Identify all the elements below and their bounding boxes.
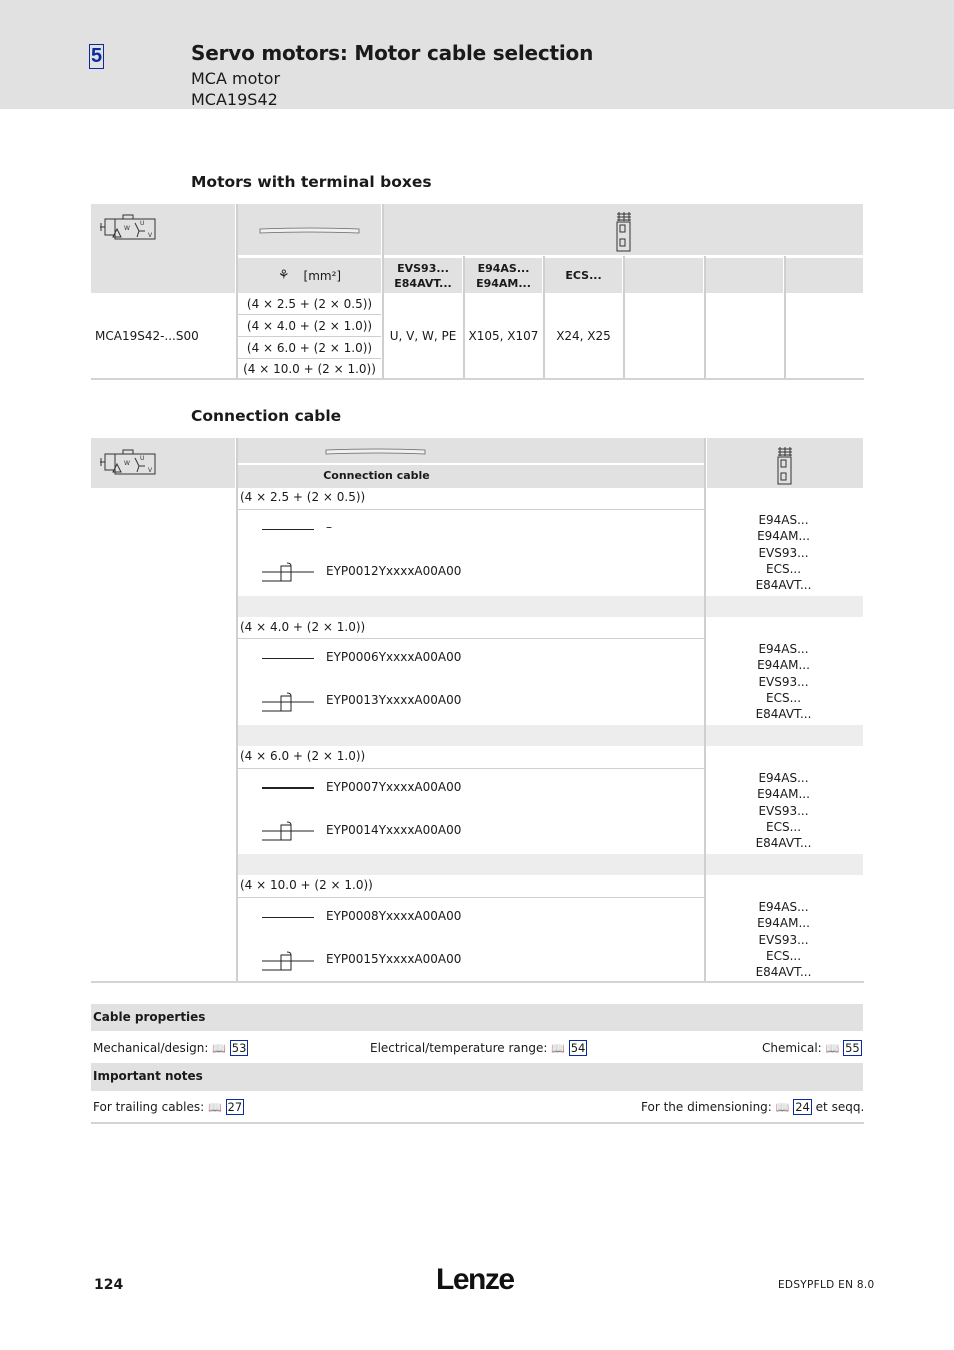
col-e94as-header: E94AS... E94AM... bbox=[476, 261, 531, 290]
cross-section-row: (4 × 6.0 + (2 × 1.0)) bbox=[246, 340, 373, 355]
svg-text:W: W bbox=[124, 460, 130, 467]
col-ecs-header: ECS... bbox=[565, 269, 602, 282]
cross-section-row: (4 × 2.5 + (2 × 0.5)) bbox=[246, 296, 373, 311]
page-link-24[interactable]: 24 bbox=[795, 1100, 810, 1114]
group-cross-section: (4 × 6.0 + (2 × 1.0)) bbox=[240, 749, 366, 763]
terminal-section-heading: Motors with terminal boxes bbox=[191, 173, 432, 191]
cable-part-number: EYP0008YxxxxA00A00 bbox=[326, 909, 462, 923]
page-link-55[interactable]: 55 bbox=[845, 1041, 860, 1055]
connector-icon bbox=[261, 951, 315, 971]
group-cross-section: (4 × 10.0 + (2 × 1.0)) bbox=[240, 878, 373, 892]
cable-part-number: EYP0006YxxxxA00A00 bbox=[326, 650, 462, 664]
connector-icon bbox=[261, 692, 315, 712]
controller-list: E94AS... E94AM... EVS93... ECS... E84AVT... bbox=[755, 771, 812, 851]
connector-icon bbox=[261, 821, 315, 841]
cable-icon bbox=[259, 226, 361, 236]
terminal-evs93: U, V, W, PE bbox=[389, 329, 457, 343]
page-title: Servo motors: Motor cable selection bbox=[191, 41, 594, 65]
svg-text:W: W bbox=[124, 225, 130, 232]
svg-text:U: U bbox=[140, 455, 145, 462]
cross-section-row: (4 × 10.0 + (2 × 1.0)) bbox=[243, 362, 376, 376]
cable-properties-title: Cable properties bbox=[93, 1010, 206, 1024]
connector-icon bbox=[261, 562, 315, 582]
book-icon: 📖 bbox=[825, 1042, 840, 1055]
group-cross-section: (4 × 2.5 + (2 × 0.5)) bbox=[240, 490, 366, 504]
cable-part-number: EYP0014YxxxxA00A00 bbox=[326, 823, 462, 837]
cable-part-number: EYP0013YxxxxA00A00 bbox=[326, 693, 462, 707]
controller-icon bbox=[614, 211, 634, 253]
trailing-cables-ref: For trailing cables: 📖 27 bbox=[93, 1100, 243, 1114]
svg-text:U: U bbox=[140, 220, 145, 227]
document-id: EDSYPFLD EN 8.0 bbox=[778, 1279, 875, 1291]
book-icon: 📖 bbox=[551, 1042, 565, 1055]
dimensioning-ref: For the dimensioning: 📖 24 et seqq. bbox=[641, 1100, 865, 1114]
motor-icon bbox=[99, 448, 157, 476]
lenze-logo: Lenze bbox=[436, 1263, 514, 1296]
page-subtitle-type: MCA19S42 bbox=[191, 90, 278, 109]
controller-list: E94AS... E94AM... EVS93... ECS... E84AVT... bbox=[755, 642, 812, 722]
mechanical-ref: Mechanical/design: 📖 53 bbox=[93, 1041, 247, 1055]
book-icon: 📖 bbox=[212, 1042, 226, 1055]
cable-part-number: EYP0007YxxxxA00A00 bbox=[326, 780, 462, 794]
group-cross-section: (4 × 4.0 + (2 × 1.0)) bbox=[240, 620, 366, 634]
straight-cable-icon bbox=[262, 787, 314, 789]
motor-icon bbox=[99, 213, 157, 241]
terminal-ecs: X24, X25 bbox=[556, 329, 611, 343]
cable-part-number: EYP0015YxxxxA00A00 bbox=[326, 952, 462, 966]
page-subtitle-motor: MCA motor bbox=[191, 69, 281, 88]
chemical-ref: Chemical: 📖 55 bbox=[762, 1041, 860, 1055]
svg-text:V: V bbox=[148, 232, 153, 239]
controller-list: E94AS... E94AM... EVS93... ECS... E84AVT... bbox=[755, 513, 812, 593]
cable-part-number: – bbox=[326, 520, 332, 534]
terminal-e94as: X105, X107 bbox=[468, 329, 539, 343]
page-number: 124 bbox=[94, 1277, 124, 1293]
cross-section-header: [mm²] bbox=[303, 268, 342, 283]
controller-list: E94AS... E94AM... EVS93... ECS... E84AVT... bbox=[755, 900, 812, 980]
page-link-53[interactable]: 53 bbox=[231, 1041, 247, 1055]
page-link-27[interactable]: 27 bbox=[227, 1100, 243, 1114]
important-notes-title: Important notes bbox=[93, 1069, 203, 1083]
straight-cable-icon bbox=[262, 529, 314, 530]
controller-icon bbox=[776, 446, 794, 486]
straight-cable-icon bbox=[262, 917, 314, 918]
cross-section-row: (4 × 4.0 + (2 × 1.0)) bbox=[246, 318, 373, 333]
cable-icon bbox=[325, 448, 427, 456]
book-icon: 📖 bbox=[775, 1101, 790, 1114]
cross-section-icon: ⚘ bbox=[277, 268, 290, 283]
motor-type: MCA19S42-...S00 bbox=[95, 329, 199, 343]
chapter-number[interactable]: 5 bbox=[90, 45, 103, 67]
electrical-ref: Electrical/temperature range: 📖 54 bbox=[370, 1041, 586, 1055]
col-evs93-header: EVS93... E84AVT... bbox=[394, 261, 452, 290]
page-link-54[interactable]: 54 bbox=[570, 1041, 586, 1055]
svg-text:V: V bbox=[148, 467, 153, 474]
book-icon: 📖 bbox=[208, 1101, 222, 1114]
cable-part-number: EYP0012YxxxxA00A00 bbox=[326, 564, 462, 578]
straight-cable-icon bbox=[262, 658, 314, 659]
connection-cable-header: Connection cable bbox=[323, 468, 430, 482]
connection-section-heading: Connection cable bbox=[191, 407, 342, 425]
